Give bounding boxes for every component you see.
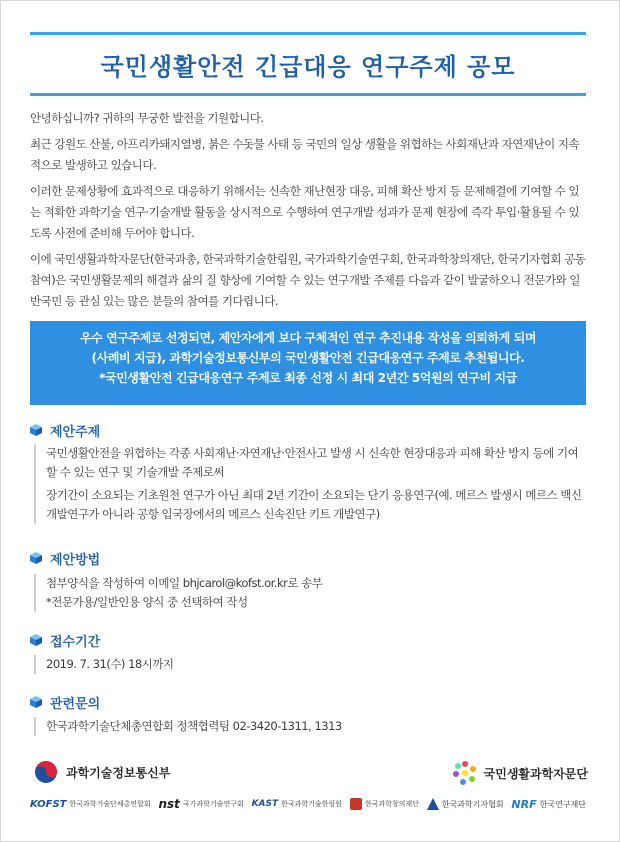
section-title: 제안주제 bbox=[50, 424, 101, 440]
partner-logo-kofac bbox=[350, 798, 419, 810]
highlight-line: *국민생활안전 긴급대응연구 주제로 최종 선정 시 최대 2년간 5억원의 연구비 지급 bbox=[99, 371, 517, 385]
list-item: 한국과학기술단체총연합회 정책협력팀 02-3420-1311, 1313 bbox=[46, 719, 342, 733]
star-burst-icon bbox=[452, 760, 478, 786]
partner-logo-nst bbox=[158, 797, 243, 811]
partner-label: 한국연구재단 bbox=[539, 799, 586, 809]
section-heading-method bbox=[30, 549, 100, 567]
council-logo bbox=[452, 760, 588, 786]
cube-icon bbox=[30, 552, 42, 564]
section-title: 접수기간 bbox=[50, 634, 101, 650]
partner-mark: nst bbox=[158, 797, 180, 811]
cube-icon bbox=[30, 634, 42, 646]
partner-label: 한국과학기술단체총연합회 bbox=[69, 800, 151, 808]
partner-logo-kofst bbox=[30, 799, 151, 810]
section-heading-period bbox=[30, 631, 100, 649]
list-item: 2019. 7. 31(수) 18시까지 bbox=[46, 657, 174, 671]
journalists-mark-icon bbox=[427, 798, 439, 810]
section-title: 관련문의 bbox=[50, 696, 101, 712]
partner-label: 국가과학기술연구회 bbox=[182, 800, 244, 808]
list-item bbox=[36, 574, 588, 612]
highlight-box bbox=[30, 321, 586, 405]
intro-paragraph: 안녕하십니까? 귀하의 무궁한 발전을 기원합니다. bbox=[30, 111, 264, 125]
list-item-note: *전문가용/일반인용 양식 중 선택하여 작성 bbox=[46, 595, 248, 609]
title-banner bbox=[30, 32, 586, 96]
cube-icon bbox=[30, 424, 42, 436]
partner-label: 한국과학기술한림원 bbox=[281, 800, 342, 808]
partner-logo-journalists bbox=[427, 798, 504, 810]
section-body-contact bbox=[34, 717, 588, 736]
partner-label: 한국과학창의재단 bbox=[364, 800, 419, 808]
partner-logo-nrf bbox=[511, 798, 586, 811]
partner-label: 한국과학기자협회 bbox=[441, 799, 504, 809]
intro-paragraph: 이에 국민생활과학자문단(한국과총, 한국과학기술한림원, 국가과학기술연구회, 한국과학창의재단, 한국기자협회 공동 참여)은 국민생활문제의 해결과 삶의 질 향상에 기여할 수 있는 연구개발 주제를 다음과 같이 발굴하오니 전문가와 일반국민 등 관심 있는 많은 분들의 참여를 기다립니다. bbox=[30, 252, 586, 308]
highlight-line: (사례비 지급), 과학기술정보통신부의 국민생활안전 긴급대응연구 주제로 추천됩니다. bbox=[91, 351, 525, 365]
taegeuk-icon bbox=[34, 760, 58, 784]
footer-partner-logos bbox=[30, 794, 586, 814]
cube-icon bbox=[30, 696, 42, 708]
ministry-name: 과학기술정보통신부 bbox=[66, 765, 171, 780]
list-item-text: 첨부양식을 작성하여 이메일 bhjcarol@kofst.or.kr로 송부 bbox=[46, 576, 323, 590]
intro-paragraph: 최근 강원도 산불, 아프리카돼지열병, 붉은 수돗물 사태 등 국민의 일상 생활을 위협하는 사회재난과 자연재난이 지속적으로 발생하고 있습니다. bbox=[30, 137, 580, 172]
partner-mark: NRF bbox=[511, 797, 537, 811]
footer-primary-logos bbox=[34, 760, 588, 786]
intro-text bbox=[30, 108, 586, 317]
section-body-method bbox=[34, 574, 588, 612]
kofac-mark-icon bbox=[350, 798, 362, 810]
council-name: 국민생활과학자문단 bbox=[483, 766, 588, 781]
intro-paragraph: 이러한 문제상황에 효과적으로 대응하기 위해서는 신속한 재난현장 대응, 피해 확산 방지 등 문제해결에 기여할 수 있는 적확한 과학기술 연구·기술개발 활동을 상시적으로 수행하여 연구개발 성과가 문제 현장에 즉각 투입·활용될 수 있도록 사전에 준비해 두어야 합니다. bbox=[30, 184, 580, 240]
partner-mark: KOFST bbox=[30, 798, 67, 810]
list-item: 국민생활안전을 위협하는 각종 사회재난·자연재난·안전사고 발생 시 신속한 현장대응과 피해 확산 방지 등에 기여할 수 있는 연구 및 기술개발 주제로써 bbox=[46, 446, 579, 479]
section-heading-contact bbox=[30, 693, 100, 711]
section-heading-topic bbox=[30, 421, 100, 439]
highlight-line: 우수 연구주제로 선정되면, 제안자에게 보다 구체적인 연구 추진내용 작성을 의뢰하게 되며 bbox=[79, 331, 537, 345]
list-item: 장기간이 소요되는 기초원천 연구가 아닌 최대 2년 기간이 소요되는 단기 응용연구(예. 메르스 발생시 메르스 백신 개발연구가 아니라 공항 입국장에서의 메르스 신속진단 키트 개발연구) bbox=[46, 488, 582, 521]
partner-logo-kast bbox=[252, 799, 342, 809]
section-body-topic bbox=[34, 444, 588, 524]
section-body-period bbox=[34, 655, 588, 674]
section-title: 제안방법 bbox=[50, 552, 101, 568]
partner-mark: KAST bbox=[251, 799, 279, 809]
page-title: 국민생활안전 긴급대응 연구주제 공모 bbox=[100, 52, 516, 81]
ministry-logo bbox=[34, 760, 170, 784]
